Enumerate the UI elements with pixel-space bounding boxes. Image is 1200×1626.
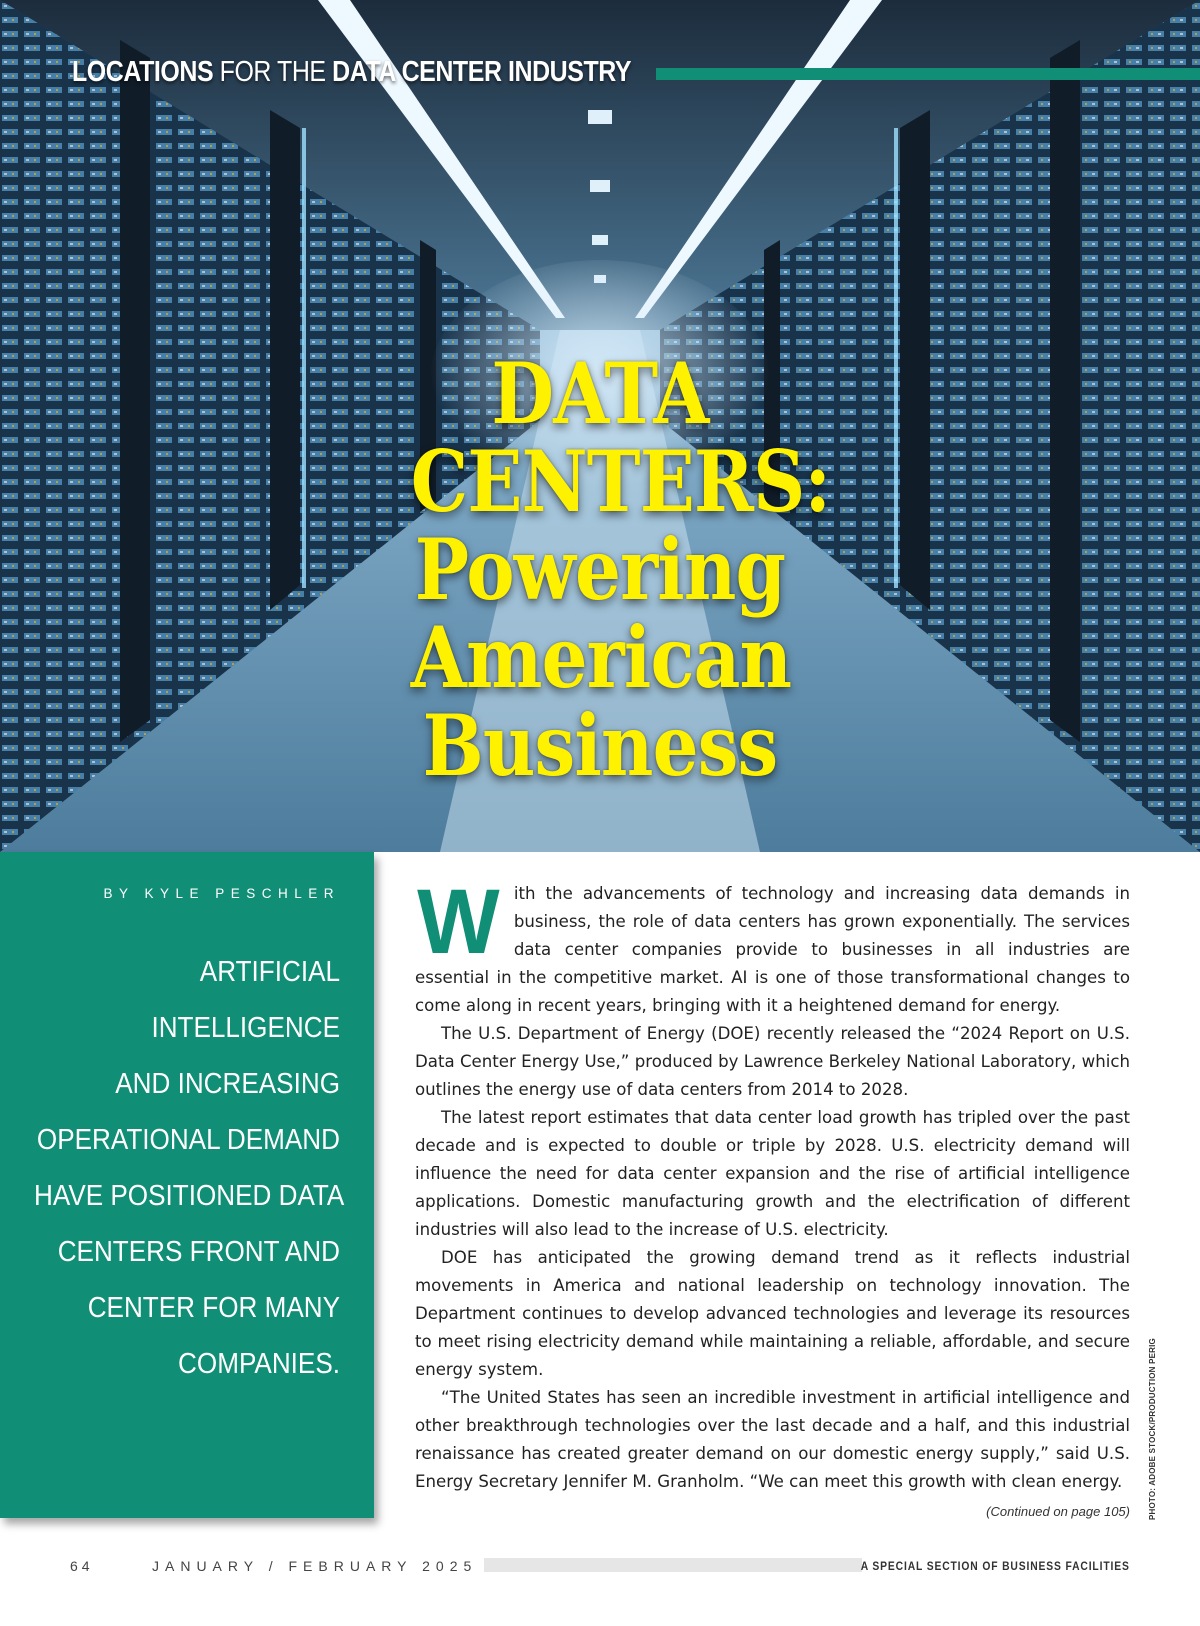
- page-number: 64: [70, 1558, 94, 1574]
- pull-quote-line: INTELLIGENCE: [151, 1012, 340, 1044]
- headline-line: Business: [422, 696, 778, 795]
- sidebar-panel: [0, 852, 374, 1518]
- headline-line: American: [410, 608, 792, 707]
- section-label: [72, 56, 631, 89]
- photo-credit: PHOTO: ADOBE STOCK/PRODUCTION PERIG: [1148, 1338, 1157, 1520]
- byline: BY KYLE PESCHLER: [103, 886, 340, 901]
- article-paragraph: The latest report estimates that data center load growth has tripled over the past decade and is expected to double or triple by 2028. U.S. electricity demand will influence the need for data center expansion and the rise of artificial intelligence applications. Domestic manufacturing growth and the electrification of different industries will also lead to the increase of U.S. electricity.: [415, 1108, 1130, 1239]
- headline: [380, 344, 831, 795]
- section-label-locations: LOCATIONS: [72, 56, 214, 88]
- pull-quote-line: HAVE POSITIONED DATA: [34, 1180, 345, 1212]
- headline-line: DATA: [491, 344, 709, 443]
- section-tag: A SPECIAL SECTION OF BUSINESS FACILITIES: [861, 1559, 1130, 1573]
- pull-quote-line: OPERATIONAL DEMAND: [36, 1124, 340, 1156]
- pull-quote-line: ARTIFICIAL: [199, 956, 340, 988]
- paragraph-text: ith the advancements of technology and increasing data demands in business, the role of data centers has grown exponentially. The services data center companies provide to businesses in all industries are essential in the competitive market. AI is one of those transformational changes to come along in recent years, bringing with it a heightened demand for energy.: [415, 884, 1130, 1015]
- footer-rule: [484, 1558, 862, 1572]
- article-paragraph: DOE has anticipated the growing demand trend as it reflects industrial movements in America and national leadership on technology innovation. The Department continues to develop advanced technologies and leverage its resources to meet rising electricity demand while maintaining a reliable, affordable, and secure energy system.: [415, 1248, 1130, 1379]
- article-body: [415, 871, 1130, 1496]
- pull-quote-line: CENTERS FRONT AND: [57, 1236, 340, 1268]
- issue-date: JANUARY / FEBRUARY 2025: [152, 1558, 478, 1574]
- section-label-rule: [656, 68, 1200, 80]
- article-paragraph: [415, 871, 1130, 1020]
- article-paragraph: “The United States has seen an incredible investment in artificial intelligence and other breakthrough technologies over the last decade and a half, and this industrial renaissance has created greater demand on our domestic energy supply,” said U.S. Energy Secretary Jennifer M. Granholm. “We can meet this growth with clean energy.: [415, 1388, 1130, 1491]
- section-label-for-the: FOR THE: [213, 56, 333, 88]
- article-paragraph: The U.S. Department of Energy (DOE) recently released the “2024 Report on U.S. Data Center Energy Use,” produced by Lawrence Berkeley National Laboratory, which outlines the energy use of data centers from 2014 to 2028.: [415, 1024, 1130, 1099]
- pull-quote-line: AND INCREASING: [115, 1068, 340, 1100]
- continued-note: (Continued on page 105): [986, 1504, 1130, 1519]
- headline-line: CENTERS:: [410, 432, 831, 531]
- pull-quote-line: COMPANIES.: [178, 1348, 340, 1380]
- pull-quote: [0, 944, 345, 1392]
- section-label-industry: DATA CENTER INDUSTRY: [332, 56, 632, 88]
- page-footer: [0, 1556, 1200, 1580]
- pull-quote-line: CENTER FOR MANY: [87, 1292, 340, 1324]
- headline-line: Powering: [414, 520, 786, 619]
- drop-cap: W: [417, 871, 500, 973]
